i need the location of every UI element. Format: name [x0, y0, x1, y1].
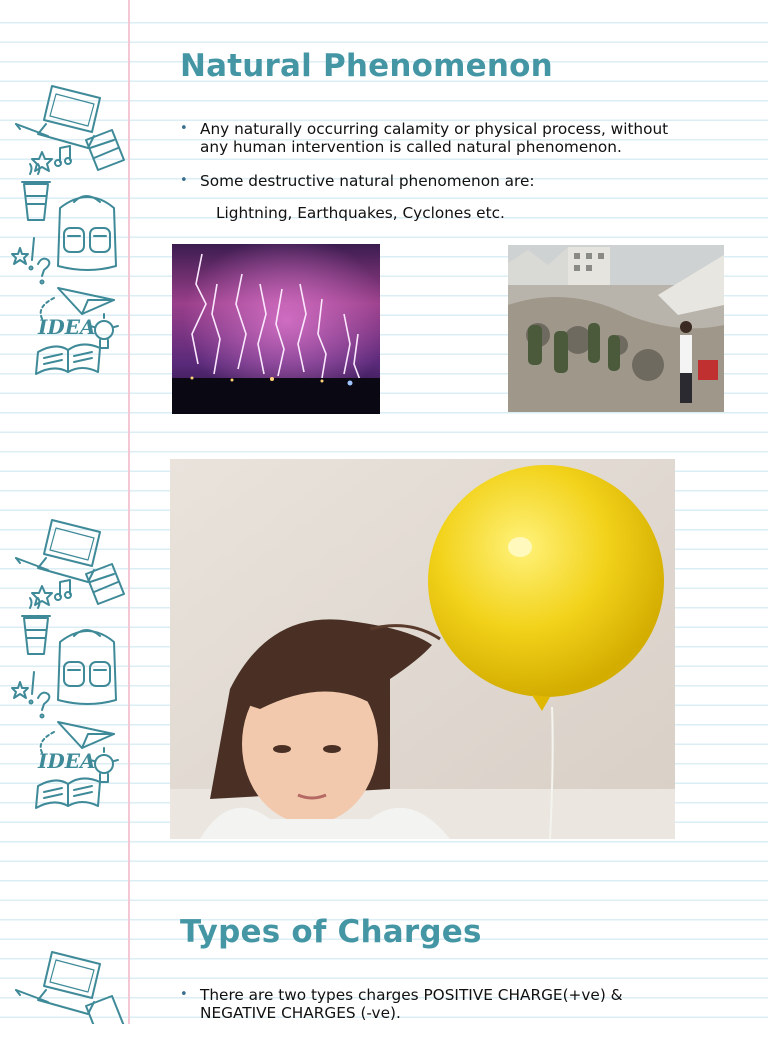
- open-book-icon: [36, 778, 100, 808]
- bullet-list-natural-phenomenon: [180, 120, 700, 206]
- bullet-list-types-of-charges: [180, 986, 680, 1038]
- section-title-natural-phenomenon: Natural Phenomenon: [180, 48, 553, 84]
- pen-icon: [16, 558, 48, 570]
- doodle-icons-top: [8, 78, 126, 378]
- idea-word: IDEA: [38, 749, 96, 773]
- notebook-icon: [86, 564, 124, 604]
- notebook-icon: [86, 996, 124, 1024]
- balloon-static-photo: [170, 459, 675, 839]
- music-note-icon: [55, 580, 71, 600]
- doodle-icons-middle: [8, 512, 126, 812]
- earthquake-photo: [508, 245, 724, 412]
- bullet-item: • Any naturally occurring calamity or physical process, without any human intervention is called natural phenomenon.: [180, 120, 669, 156]
- backpack-icon: [58, 196, 116, 270]
- coffee-cup-icon: [22, 598, 50, 654]
- exclamation-question-icon: [12, 238, 49, 284]
- backpack-icon: [58, 630, 116, 704]
- pen-icon: [16, 124, 48, 136]
- bullet-dot-icon: •: [180, 987, 188, 1002]
- notebook-icon: [86, 130, 124, 170]
- bullet-item: • There are two types charges POSITIVE CHARGE(+ve) & NEGATIVE CHARGES (-ve).: [180, 986, 623, 1022]
- exclamation-question-icon: [12, 672, 49, 718]
- bullet-item: • Some destructive natural phenomenon are:: [180, 172, 535, 190]
- lightning-photo: [172, 244, 380, 414]
- notebook-margin-line: [128, 0, 130, 1024]
- music-note-icon: [55, 146, 71, 166]
- phenomenon-examples-text: Lightning, Earthquakes, Cyclones etc.: [216, 204, 505, 222]
- section-title-types-of-charges: Types of Charges: [180, 914, 482, 950]
- star-icon: [32, 152, 52, 171]
- star-icon: [32, 586, 52, 605]
- coffee-cup-icon: [22, 164, 50, 220]
- open-book-icon: [36, 344, 100, 374]
- idea-word: IDEA: [38, 315, 96, 339]
- doodle-icons-bottom: [8, 944, 126, 1024]
- pen-icon: [16, 990, 48, 1002]
- bullet-dot-icon: •: [180, 173, 188, 188]
- bullet-dot-icon: •: [180, 121, 188, 136]
